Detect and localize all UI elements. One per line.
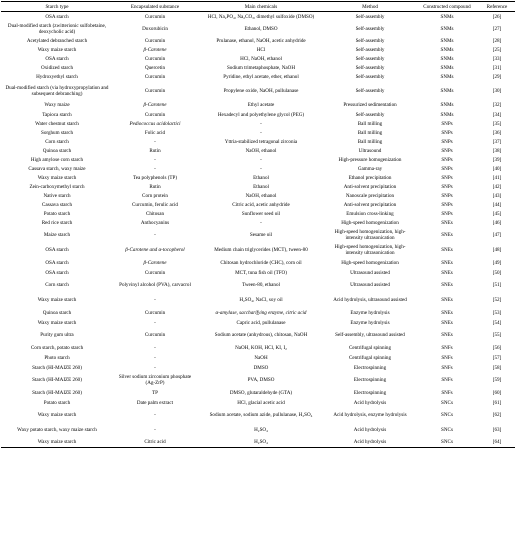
cell-constructed-compound: SNCs — [415, 438, 479, 448]
table-row — [1, 120, 515, 129]
cell-method: Self-assembly — [355, 56, 385, 62]
cell-encapsulated-substance: Tea polyphenols (TP) — [132, 175, 178, 181]
cell-reference: [46] — [492, 220, 502, 226]
cell-starch-type: OSA starch — [45, 247, 69, 253]
cell-encapsulated-substance: - — [154, 344, 156, 351]
cell-encapsulated-substance: β-Carotene — [143, 47, 167, 53]
cell-starch-type: Photo starch — [44, 354, 70, 361]
cell-reference: [27] — [492, 26, 502, 32]
cell-constructed-compound: SNEs — [441, 247, 453, 253]
header-encapsulated-substance: Encapsulated substance — [113, 2, 197, 12]
cell-encapsulated-substance: Curcumin — [144, 332, 166, 338]
cell-reference: [54] — [492, 319, 502, 326]
cell-method: Ultrasound — [358, 148, 382, 154]
cell-encapsulated-substance: Folic acid — [144, 130, 166, 136]
table-row — [1, 258, 515, 268]
table-row — [1, 398, 515, 408]
cell-constructed-compound: SNMs — [440, 38, 454, 44]
cell-starch-type: Waxy maize — [44, 101, 70, 108]
table-row — [1, 293, 515, 308]
cell-constructed-compound: SNCs — [441, 412, 453, 418]
cell-encapsulated-substance: Curcumin — [144, 87, 166, 94]
cell-starch-type: Corn starch, potato starch — [30, 344, 84, 351]
cell-starch-type: Quinoa starch — [42, 309, 72, 316]
table-row — [1, 156, 515, 165]
cell-method: Ball milling — [357, 130, 383, 136]
cell-encapsulated-substance: - — [154, 364, 156, 371]
table-row — [1, 388, 515, 398]
cell-method: High-speed homogenization, high-intensity ultrasonication — [334, 244, 406, 256]
cell-constructed-compound: SNEs — [441, 332, 453, 338]
table-row — [1, 110, 515, 120]
cell-main-chemicals: Ethanol, DMSO — [244, 26, 278, 32]
table-row — [1, 100, 515, 110]
cell-starch-type: Starch (HI-MAIZE 260) — [32, 389, 82, 396]
header-row — [1, 2, 515, 12]
cell-encapsulated-substance: TP — [152, 389, 158, 396]
table-row — [1, 201, 515, 210]
cell-method: Self-assembly — [355, 65, 385, 71]
cell-starch-type: Waxy maize starch — [37, 47, 77, 53]
cell-main-chemicals: PVA, DMSO — [247, 377, 275, 383]
cell-starch-type: Water chestnut starch — [35, 121, 79, 127]
table-row — [1, 210, 515, 219]
cell-method: Electrospinning — [353, 377, 387, 383]
cell-main-chemicals: H₂SO₄, NaCl, soy oil — [239, 297, 283, 303]
cell-constructed-compound: SNPs — [441, 175, 453, 181]
cell-main-chemicals: Propylene oxide, NaOH, pullulanase — [223, 87, 299, 94]
cell-reference: [56] — [492, 344, 502, 351]
cell-method: High-speed homogenization, high-intensity ultrasonication — [334, 229, 406, 241]
cell-constructed-compound: SNEs — [441, 319, 453, 326]
table-row — [1, 192, 515, 201]
cell-reference: [52] — [492, 297, 502, 303]
cell-encapsulated-substance: Curcumin — [144, 74, 166, 80]
cell-method: Nanoscale precipitation — [345, 193, 395, 199]
table-row — [1, 174, 515, 183]
cell-encapsulated-substance: Curcumin — [144, 38, 166, 44]
cell-encapsulated-substance: Chitosan — [145, 211, 165, 217]
cell-constructed-compound: SNMs — [440, 111, 454, 118]
cell-method: Self-assembly — [355, 47, 385, 53]
cell-constructed-compound: SNCs — [441, 399, 453, 406]
cell-starch-type: Sorghum starch — [40, 130, 74, 136]
cell-main-chemicals: Sodium trimetaphosphate, NaOH — [226, 65, 296, 71]
cell-main-chemicals: - — [260, 166, 262, 172]
cell-encapsulated-substance: β-Carotene — [143, 259, 167, 266]
cell-method: Acid hydrolysis — [353, 399, 387, 406]
table-row — [1, 165, 515, 174]
cell-starch-type: Potato starch — [43, 211, 71, 217]
cell-method: Enzyme hydrolysis — [350, 309, 390, 316]
cell-starch-type: Quinoa starch — [42, 148, 72, 154]
cell-method: Self-assembly — [355, 38, 385, 44]
cell-main-chemicals: HCl, NaOH, ethanol — [240, 56, 282, 62]
cell-main-chemicals: NaOH, KOH, HCl, KI, I₂ — [235, 344, 287, 351]
cell-constructed-compound: SNCs — [441, 427, 453, 433]
cell-reference: [30] — [492, 87, 502, 94]
cell-constructed-compound: SNPs — [441, 202, 453, 208]
cell-encapsulated-substance: β-Carotene and α-tocopherol — [125, 247, 185, 253]
cell-method: Self-assembly — [355, 74, 385, 80]
cell-reference: [31] — [492, 65, 502, 71]
cell-reference: [53] — [492, 309, 502, 316]
table-row — [1, 219, 515, 228]
table-row — [1, 73, 515, 82]
cell-main-chemicals: α-amylase, saccharifying enzyme, citric acid — [215, 309, 307, 316]
cell-encapsulated-substance: Silver sodium zirconium phosphate (Ag-ZrP) — [118, 374, 192, 386]
cell-reference: [33] — [492, 56, 502, 62]
cell-reference: [37] — [492, 139, 502, 145]
cell-starch-type: Cassava starch, waxy maize — [28, 166, 86, 172]
cell-main-chemicals: HCl, Na₂PO₄, Na₂CO₃, dimethyl sulfoxide (DMSO) — [207, 13, 315, 20]
table-row — [1, 12, 515, 22]
table-row — [1, 353, 515, 363]
cell-constructed-compound: SNMs — [440, 74, 454, 80]
cell-main-chemicals: - — [260, 157, 262, 163]
cell-reference: [50] — [492, 269, 502, 276]
cell-main-chemicals: Medium chain triglycerides (MCT), tween-80 — [214, 247, 308, 253]
cell-reference: [29] — [492, 74, 502, 80]
cell-constructed-compound: SNPs — [441, 139, 453, 145]
cell-constructed-compound: SNEs — [441, 232, 453, 238]
cell-constructed-compound: SNMs — [440, 65, 454, 71]
cell-method: Self-assembly — [355, 13, 385, 20]
cell-reference: [55] — [492, 332, 502, 338]
cell-main-chemicals: NaOH, ethanol — [245, 148, 277, 154]
cell-starch-type: Waxy maize starch — [37, 175, 77, 181]
table-body — [1, 12, 515, 448]
cell-main-chemicals: Tween-80, ethanol — [242, 282, 280, 288]
header-starch-type: Starch type — [1, 2, 113, 12]
cell-reference: [62] — [492, 412, 502, 418]
cell-encapsulated-substance: - — [154, 166, 156, 172]
cell-starch-type: Waxy potato starch, waxy maize starch — [17, 427, 97, 433]
cell-constructed-compound: SNEs — [441, 220, 453, 226]
cell-encapsulated-substance: Curcumin — [144, 309, 166, 316]
cell-constructed-compound: SNFs — [441, 377, 453, 383]
cell-encapsulated-substance: Citric acid — [113, 438, 197, 448]
cell-method: Centrifugal spinning — [348, 344, 392, 351]
cell-starch-type: Dual-modified starch (via hydroxypropylation and subsequent debranching) — [5, 84, 109, 97]
cell-encapsulated-substance: - — [154, 139, 156, 145]
cell-encapsulated-substance: Quercetin — [144, 65, 166, 71]
cell-method: Anti-solvent precipitation — [343, 202, 397, 208]
table-row — [1, 22, 515, 37]
cell-method: Electrospinning — [353, 364, 387, 371]
cell-starch-type: Red rice starch — [41, 220, 73, 226]
cell-reference: [48] — [492, 247, 502, 253]
cell-reference: [59] — [492, 377, 502, 383]
cell-main-chemicals: Ethyl acetate — [247, 101, 275, 108]
cell-starch-type: Waxy maize starch — [37, 412, 77, 418]
cell-method: Centrifugal spinning — [348, 354, 392, 361]
cell-constructed-compound: SNEs — [441, 297, 453, 303]
cell-main-chemicals: Chitosan hydrochloride (CHC), corn oil — [220, 259, 302, 266]
cell-reference: [39] — [492, 157, 502, 163]
cell-constructed-compound: SNMs — [440, 26, 454, 32]
cell-encapsulated-substance: Curcumin — [144, 13, 166, 20]
cell-starch-type: Waxy maize starch — [37, 297, 77, 303]
table-row — [1, 46, 515, 55]
cell-starch-type: Potato starch — [43, 399, 71, 406]
cell-encapsulated-substance: Polyvinyl alcohol (PVA), carvacrol — [119, 282, 191, 288]
cell-encapsulated-substance: - — [154, 297, 156, 303]
cell-method: High-pressure homogenization — [338, 157, 402, 163]
cell-constructed-compound: SNFs — [441, 389, 453, 396]
cell-constructed-compound: SNMs — [440, 13, 454, 20]
cell-starch-type: Hydroxyethyl starch — [36, 74, 78, 80]
cell-main-chemicals: Prulanase, ethanol, NaOH, acetic anhydride — [216, 38, 306, 44]
cell-method: Ultrasound assisted — [350, 269, 390, 276]
cell-reference: [61] — [492, 399, 502, 406]
cell-method: High-speed homogenization — [341, 259, 399, 266]
cell-method: Ultrasound assisted — [350, 282, 390, 288]
cell-method: Gamma-ray — [357, 166, 383, 172]
cell-method: Self-assembly — [355, 26, 385, 32]
cell-reference: [26] — [492, 13, 502, 20]
cell-main-chemicals: Pyridine, ethyl acetate, ether, ethanol — [223, 74, 299, 80]
cell-constructed-compound: SNFs — [441, 364, 453, 371]
table-row — [1, 138, 515, 147]
cell-reference: [36] — [492, 130, 502, 136]
cell-starch-type: Starch (HI-MAIZE 260) — [32, 364, 82, 371]
table-row — [1, 147, 515, 156]
cell-constructed-compound: SNMs — [440, 56, 454, 62]
table-row — [1, 228, 515, 243]
cell-main-chemicals: H₂SO₄ — [254, 427, 268, 433]
cell-reference: [32] — [492, 101, 502, 108]
cell-main-chemicals: Yttria-stabilized tetragonal zirconia — [224, 139, 298, 145]
cell-reference: [49] — [492, 259, 502, 266]
cell-encapsulated-substance: - — [154, 232, 156, 238]
cell-starch-type: High amylose corn starch — [30, 157, 84, 163]
cell-main-chemicals: Sesame oil — [249, 232, 273, 238]
table-row — [1, 343, 515, 353]
cell-main-chemicals: H₂SO₄ — [197, 438, 325, 448]
cell-encapsulated-substance: Anthocyanins — [140, 220, 170, 226]
starch-nanomaterials-table — [1, 1, 515, 448]
cell-reference: [60] — [492, 389, 502, 396]
cell-encapsulated-substance: Pediococcus acidolactici — [129, 121, 181, 127]
table-row — [1, 278, 515, 293]
cell-encapsulated-substance: Curcumin, ferulic acid — [132, 202, 178, 208]
cell-constructed-compound: SNMs — [440, 101, 454, 108]
cell-main-chemicals: NaOH — [254, 354, 268, 361]
table-row — [1, 129, 515, 138]
cell-method: Acid hydrolysis, enzyme hydrolysis — [333, 412, 407, 418]
cell-method: Self-assembly, ultrasound assisted — [335, 332, 405, 338]
cell-main-chemicals: Citric acid, acetic anhydride — [232, 202, 290, 208]
cell-encapsulated-substance: Curcumin — [144, 269, 166, 276]
cell-method: Pressurized sedimentation — [343, 101, 397, 108]
cell-constructed-compound: SNPs — [441, 157, 453, 163]
cell-constructed-compound: SNFs — [441, 344, 453, 351]
table-row — [1, 64, 515, 73]
cell-constructed-compound: SNEs — [441, 282, 453, 288]
cell-encapsulated-substance: - — [154, 427, 156, 433]
cell-reference: [34] — [492, 111, 502, 118]
cell-reference: [45] — [492, 211, 502, 217]
cell-reference: [47] — [492, 232, 502, 238]
cell-main-chemicals: Sodium acetate, sodium azide, pullulanase, H₂SO₄ — [209, 412, 313, 418]
table-row — [1, 37, 515, 46]
cell-starch-type: Dual-modified starch (zwitterionic sulfobetaine, deoxycholic acid) — [7, 23, 107, 35]
cell-starch-type: Zein-carboxymethyl starch — [29, 184, 85, 190]
table-row — [1, 318, 515, 328]
header-constructed-compound: Constructed compound — [415, 2, 479, 12]
cell-starch-type: Native starch — [43, 193, 71, 199]
cell-reference: [63] — [492, 427, 502, 433]
cell-constructed-compound: SNMs — [440, 87, 454, 94]
cell-main-chemicals: Ethanol — [253, 184, 269, 190]
table-row — [1, 373, 515, 388]
cell-starch-type: Maize starch — [43, 232, 71, 238]
table-row — [1, 183, 515, 192]
cell-method: Acid hydrolysis — [325, 438, 415, 448]
cell-constructed-compound: SNPs — [441, 130, 453, 136]
cell-starch-type: OSA starch — [45, 269, 69, 276]
cell-starch-type: OSA starch — [45, 13, 69, 20]
cell-main-chemicals: - — [260, 130, 262, 136]
cell-main-chemicals: HCl, glacial acetic acid — [237, 399, 285, 406]
cell-constructed-compound: SNPs — [441, 166, 453, 172]
cell-main-chemicals: - — [260, 121, 262, 127]
cell-main-chemicals: DMSO, glutaraldehyde (GTA) — [229, 389, 293, 396]
cell-starch-type: OSA starch — [45, 259, 69, 266]
cell-constructed-compound: SNPs — [441, 184, 453, 190]
table-row — [1, 363, 515, 373]
cell-starch-type: Starch (HI-MAIZE 260) — [32, 377, 82, 383]
cell-reference: [64] — [479, 438, 515, 448]
table-row — [1, 82, 515, 100]
cell-reference: [40] — [492, 166, 502, 172]
cell-main-chemicals: Ethanol — [253, 175, 269, 181]
cell-starch-type: Acetylated debranched starch — [26, 38, 88, 44]
cell-encapsulated-substance: - — [154, 319, 156, 326]
cell-method: Self-assembly — [355, 87, 385, 94]
cell-main-chemicals: MCT, tuna fish oil (TFO) — [235, 269, 287, 276]
cell-encapsulated-substance: - — [154, 412, 156, 418]
cell-reference: [43] — [492, 193, 502, 199]
table-row — [1, 408, 515, 423]
cell-starch-type: Purity gum ultra — [40, 332, 74, 338]
cell-encapsulated-substance: Curcumin — [144, 111, 166, 118]
cell-method: Ethanol precipitation — [348, 175, 392, 181]
cell-reference: [44] — [492, 202, 502, 208]
cell-method: Self-assembly — [355, 111, 385, 118]
cell-encapsulated-substance: Corn protein — [142, 193, 168, 199]
cell-method: Ball milling — [357, 139, 383, 145]
cell-reference: [51] — [492, 282, 502, 288]
cell-constructed-compound: SNEs — [441, 309, 453, 316]
cell-encapsulated-substance: Rutin — [149, 148, 161, 154]
cell-main-chemicals: - — [260, 220, 262, 226]
cell-reference: [42] — [492, 184, 502, 190]
cell-constructed-compound: SNFs — [441, 354, 453, 361]
cell-starch-type: Cassava starch — [41, 202, 73, 208]
cell-starch-type: Tapioca starch — [42, 111, 72, 118]
table-row — [1, 308, 515, 318]
cell-encapsulated-substance: Curcumin — [144, 56, 166, 62]
cell-encapsulated-substance: β-Carotene — [143, 101, 167, 108]
cell-method: Emulsion cross-linking — [346, 211, 394, 217]
cell-main-chemicals: HCl — [256, 47, 266, 53]
cell-main-chemicals: NaOH, ethanol — [245, 193, 277, 199]
cell-encapsulated-substance: Date palm extract — [136, 399, 174, 406]
cell-encapsulated-substance: Rutin — [149, 184, 161, 190]
header-method: Method — [325, 2, 415, 12]
cell-reference: [25] — [492, 47, 502, 53]
header-main-chemicals: Main chemicals — [197, 2, 325, 12]
cell-starch-type: Waxy maize starch — [37, 319, 77, 326]
header-reference: Reference — [479, 2, 515, 12]
table-row — [1, 268, 515, 278]
cell-reference: [38] — [492, 148, 502, 154]
cell-constructed-compound: SNPs — [441, 193, 453, 199]
cell-encapsulated-substance: - — [154, 354, 156, 361]
cell-starch-type: Corn starch — [45, 139, 69, 145]
cell-constructed-compound: SNPs — [441, 148, 453, 154]
cell-constructed-compound: SNMs — [440, 47, 454, 53]
cell-starch-type: Waxy maize starch — [1, 438, 113, 448]
cell-method: Anti-solvent precipitation — [343, 184, 397, 190]
cell-main-chemicals: Sodium acetate (anhydrous), chitosan, NaOH — [214, 332, 308, 338]
cell-encapsulated-substance: Doxorubicin — [142, 26, 168, 32]
table-row — [1, 423, 515, 438]
table-row — [1, 438, 515, 448]
table-row — [1, 55, 515, 64]
cell-reference: [58] — [492, 364, 502, 371]
cell-method: Electrospinning — [353, 389, 387, 396]
table-row — [1, 243, 515, 258]
cell-method: Ball milling — [357, 121, 383, 127]
cell-method: Acid hydrolysis — [353, 427, 387, 433]
cell-constructed-compound: SNPs — [441, 211, 453, 217]
cell-constructed-compound: SNPs — [441, 121, 453, 127]
cell-main-chemicals: Capric acid, pullulanase — [236, 319, 286, 326]
cell-starch-type: OSA starch — [45, 56, 69, 62]
cell-reference: [35] — [492, 121, 502, 127]
cell-method: Acid hydrolysis, ultrasound assisted — [333, 297, 407, 303]
cell-method: High-speed homogenization — [341, 220, 399, 226]
cell-constructed-compound: SNEs — [441, 269, 453, 276]
cell-main-chemicals: Hexadecyl and polyethylene glycol (PEG) — [217, 111, 305, 118]
cell-reference: [28] — [492, 38, 502, 44]
cell-starch-type: Corn starch — [45, 282, 69, 288]
table-row — [1, 328, 515, 343]
cell-method: Enzyme hydrolysis — [350, 319, 390, 326]
cell-main-chemicals: Sunflower seed oil — [241, 211, 281, 217]
cell-reference: [41] — [492, 175, 502, 181]
cell-starch-type: Oxidized starch — [40, 65, 74, 71]
cell-encapsulated-substance: - — [154, 157, 156, 163]
cell-main-chemicals: DMSO — [253, 364, 269, 371]
cell-reference: [57] — [492, 354, 502, 361]
cell-constructed-compound: SNEs — [441, 259, 453, 266]
